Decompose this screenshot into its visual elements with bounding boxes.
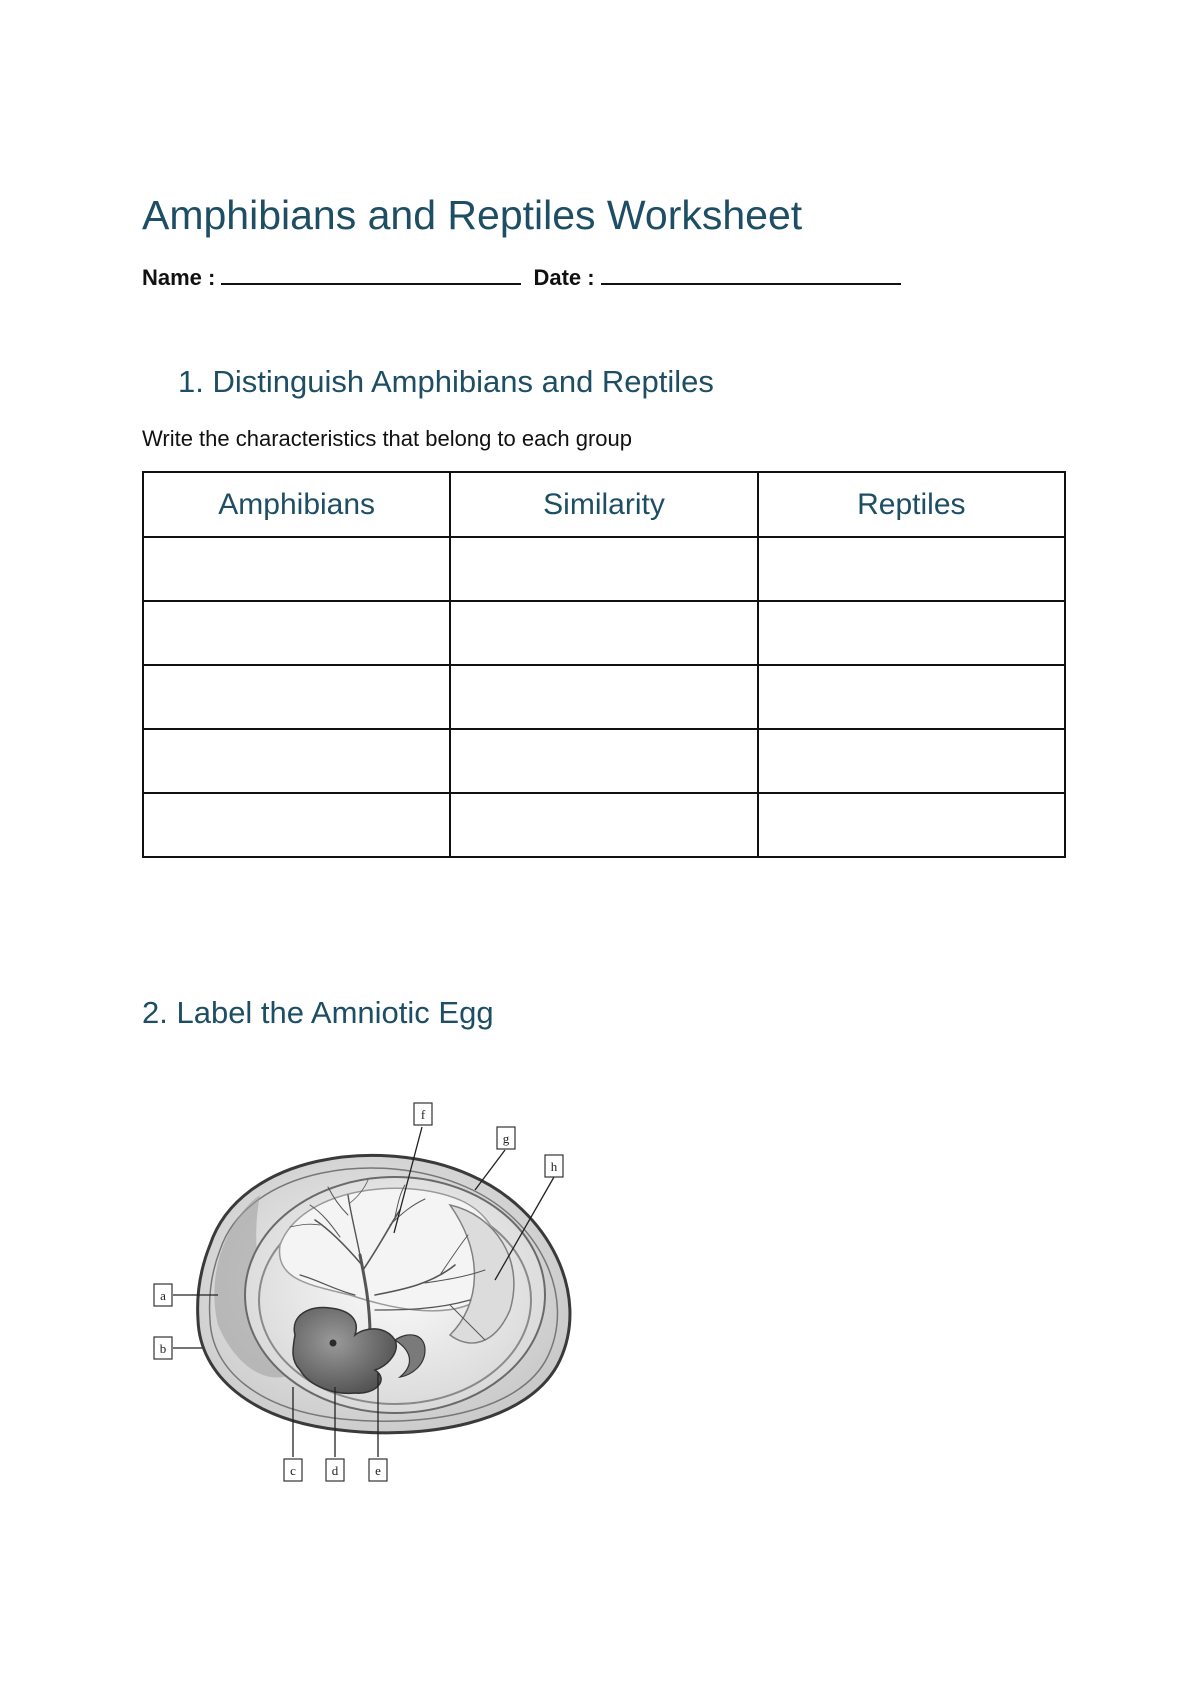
label-d: d bbox=[331, 1463, 339, 1478]
table-row bbox=[143, 537, 1065, 601]
name-label: Name : bbox=[142, 265, 216, 290]
table-cell-amphibians[interactable] bbox=[143, 665, 450, 729]
characteristics-table bbox=[142, 471, 1066, 858]
name-date-line bbox=[142, 263, 907, 291]
header-similarity: Similarity bbox=[450, 472, 757, 537]
table-cell-amphibians[interactable] bbox=[143, 601, 450, 665]
label-box-f bbox=[414, 1103, 432, 1125]
label-box-a bbox=[154, 1284, 172, 1306]
amniotic-egg-figure bbox=[150, 1095, 610, 1515]
label-box-g bbox=[497, 1127, 515, 1149]
section-1-heading: 1. Distinguish Amphibians and Reptiles bbox=[178, 364, 714, 399]
header-amphibians: Amphibians bbox=[143, 472, 450, 537]
table-row bbox=[143, 601, 1065, 665]
label-h: h bbox=[550, 1159, 558, 1174]
label-e: e bbox=[375, 1463, 381, 1478]
label-box-d bbox=[326, 1459, 344, 1481]
header-reptiles: Reptiles bbox=[758, 472, 1065, 537]
table-row bbox=[143, 665, 1065, 729]
section-1-instruction: Write the characteristics that belong to each group bbox=[142, 426, 632, 451]
label-box-e bbox=[369, 1459, 387, 1481]
label-c: c bbox=[290, 1463, 296, 1478]
table-row bbox=[143, 793, 1065, 857]
table-cell-reptiles[interactable] bbox=[758, 665, 1065, 729]
name-field[interactable] bbox=[221, 263, 521, 285]
table-cell-reptiles[interactable] bbox=[758, 537, 1065, 601]
table-cell-similarity[interactable] bbox=[450, 793, 757, 857]
label-box-h bbox=[545, 1155, 563, 1177]
table-cell-similarity[interactable] bbox=[450, 601, 757, 665]
table-cell-reptiles[interactable] bbox=[758, 793, 1065, 857]
table-cell-similarity[interactable] bbox=[450, 665, 757, 729]
table-cell-reptiles[interactable] bbox=[758, 729, 1065, 793]
label-b: b bbox=[159, 1341, 167, 1356]
table-cell-similarity[interactable] bbox=[450, 537, 757, 601]
section-2-heading: 2. Label the Amniotic Egg bbox=[142, 995, 494, 1030]
table-cell-amphibians[interactable] bbox=[143, 729, 450, 793]
table-row bbox=[143, 729, 1065, 793]
table-cell-similarity[interactable] bbox=[450, 729, 757, 793]
table-cell-amphibians[interactable] bbox=[143, 793, 450, 857]
label-g: g bbox=[502, 1131, 510, 1146]
page-title: Amphibians and Reptiles Worksheet bbox=[142, 192, 803, 238]
label-box-b bbox=[154, 1337, 172, 1359]
table-cell-reptiles[interactable] bbox=[758, 601, 1065, 665]
table-cell-amphibians[interactable] bbox=[143, 537, 450, 601]
date-field[interactable] bbox=[601, 263, 901, 285]
embryo-eye bbox=[330, 1340, 337, 1347]
label-f: f bbox=[420, 1107, 426, 1122]
table-header-row bbox=[143, 472, 1065, 537]
label-a: a bbox=[160, 1288, 166, 1303]
date-label: Date : bbox=[533, 265, 595, 290]
label-box-c bbox=[284, 1459, 302, 1481]
